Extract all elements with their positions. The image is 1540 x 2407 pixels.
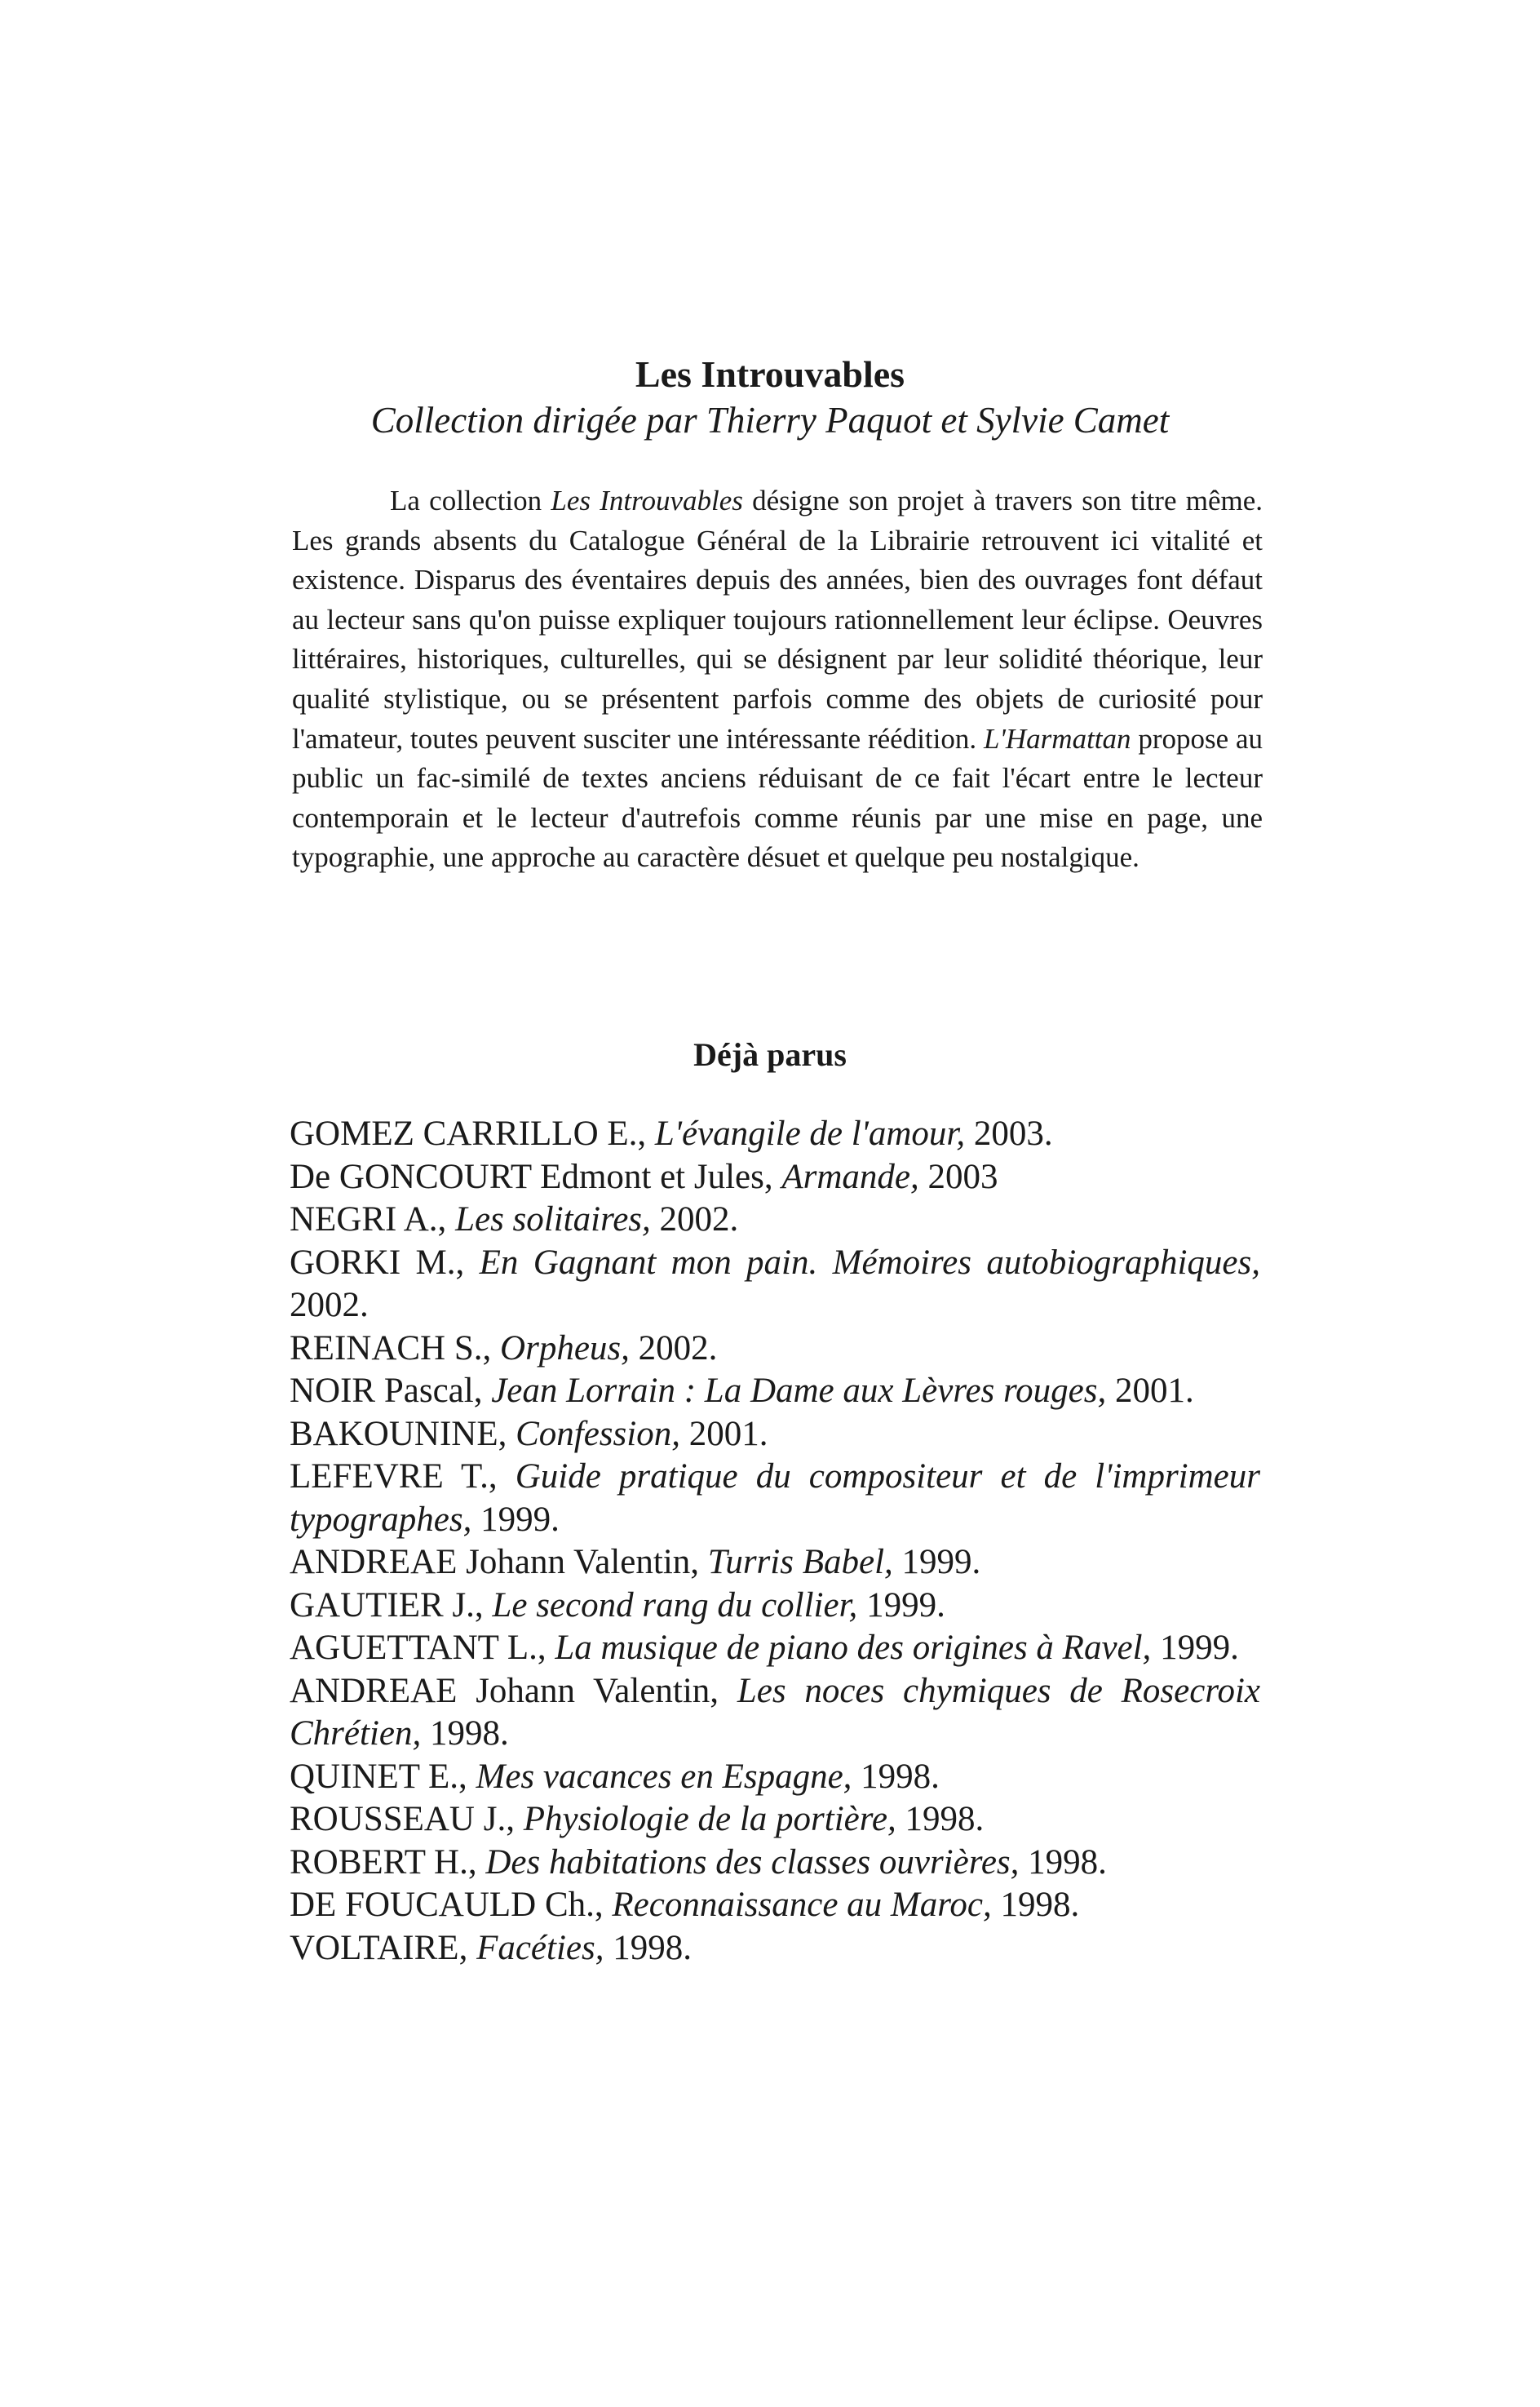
book-author: ROUSSEAU J., (290, 1800, 524, 1838)
book-title: Les noces chymiques de Rosecroix Chrétien, (290, 1671, 1260, 1753)
book-author: REINACH S., (290, 1328, 501, 1368)
book-author: ANDREAE Johann Valentin, (290, 1671, 737, 1710)
book-entry (290, 1370, 1260, 1413)
book-author: ANDREAE Johann Valentin, (290, 1543, 708, 1581)
book-entry (290, 1541, 1260, 1585)
book-entry (290, 1456, 1260, 1541)
book-entry (290, 1199, 1260, 1242)
intro-middle: désigne son projet à travers son titre même. Les grands absents du Catalogue Général de la Librairie retrouvent ici vitalité et existence. Disparus des éventaires depuis des années, bien des ouvrages font défaut au lecteur sans qu'on puisse expliquer toujours rationnellement leur éclipse. Oeuvres littéraires, historiques, culturelles, qui se désignent par leur solidité théorique, leur qualité stylistique, ou se présentent parfois comme des objets de curiosité pour l'amateur, toutes peuvent susciter une intéressante réédition. (292, 485, 1263, 755)
book-list (290, 1113, 1260, 1970)
book-title: La musique de piano des origines à Ravel, (555, 1629, 1152, 1667)
book-entry (290, 1156, 1260, 1199)
book-title: Armande, (781, 1157, 919, 1196)
book-year: 2001. (1106, 1372, 1194, 1410)
book-year: 1998. (1019, 1842, 1107, 1882)
book-title: Facéties, (476, 1928, 604, 1967)
book-author: QUINET E., (290, 1757, 476, 1796)
book-author: VOLTAIRE, (290, 1928, 477, 1967)
book-year: 2002. (629, 1328, 718, 1368)
book-title: Orpheus, (500, 1328, 630, 1368)
intro-end: propose au public un fac-similé de textes anciens réduisant de ce fait l'écart entre le lecteur contemporain et le lecteur d'autrefois comme réunis par une mise en page, une typographie, une approche au caractère désuet et quelque peu nostalgique. (292, 722, 1263, 874)
book-entry (290, 1328, 1260, 1371)
book-year: 1998. (421, 1714, 509, 1753)
book-entry (290, 1756, 1260, 1799)
book-year: 2001. (679, 1414, 768, 1453)
book-title: L'évangile de l'amour, (654, 1115, 966, 1153)
book-year: 2002. (290, 1286, 369, 1324)
book-entry (290, 1927, 1260, 1970)
book-entry (290, 1627, 1260, 1670)
book-title: Physiologie de la portière, (523, 1800, 896, 1838)
book-author: BAKOUNINE, (290, 1414, 516, 1453)
book-entry (290, 1798, 1260, 1842)
book-author: NOIR Pascal, (290, 1372, 492, 1410)
book-year: 1998. (604, 1928, 692, 1967)
book-author: ROBERT H., (290, 1842, 486, 1882)
book-author: GORKI M., (290, 1243, 480, 1282)
collection-subtitle: Collection dirigée par Thierry Paquot et Sylvie Camet (370, 400, 1170, 441)
book-entry (290, 1113, 1260, 1156)
book-author: GAUTIER J., (290, 1585, 493, 1625)
book-year: 1999. (892, 1543, 981, 1581)
book-year: 1999. (471, 1500, 560, 1539)
book-author: DE FOUCAULD Ch., (290, 1886, 613, 1924)
book-title: Jean Lorrain : La Dame aux Lèvres rouges, (491, 1372, 1107, 1410)
book-year: 1999. (857, 1585, 945, 1625)
book-entry (290, 1842, 1260, 1885)
intro-start: La collection (390, 485, 551, 516)
book-year: 1998. (991, 1886, 1080, 1924)
book-entry (290, 1884, 1260, 1927)
book-title: En Gagnant mon pain. Mémoires autobiographiques, (479, 1243, 1260, 1282)
book-author: GOMEZ CARRILLO E., (290, 1115, 655, 1153)
book-title: Guide pratique du compositeur et de l'imprimeur typographes, (290, 1457, 1261, 1539)
book-title: Les solitaires, (455, 1200, 651, 1239)
book-entry (290, 1242, 1260, 1328)
book-entry (290, 1670, 1260, 1756)
book-title: Des habitations des classes ouvrières, (485, 1842, 1020, 1882)
book-title: Le second rang du collier, (492, 1585, 858, 1625)
book-year: 1998. (852, 1757, 940, 1796)
section-title: Déjà parus (693, 1036, 847, 1073)
book-title: Mes vacances en Espagne, (476, 1757, 852, 1796)
book-title: Confession, (516, 1414, 680, 1453)
book-author: NEGRI A., (290, 1200, 456, 1239)
intro-paragraph (292, 481, 1263, 878)
collection-title: Les Introuvables (635, 353, 905, 395)
book-author: De GONCOURT Edmont et Jules, (290, 1157, 782, 1196)
book-title: Reconnaissance au Maroc, (612, 1886, 992, 1924)
book-year: 1999. (1151, 1629, 1239, 1667)
book-author: LEFEVRE T., (290, 1457, 516, 1496)
book-year: 2002. (650, 1200, 739, 1239)
intro-text (292, 481, 1263, 878)
book-author: AGUETTANT L., (290, 1629, 555, 1667)
intro-publisher-name: L'Harmattan (983, 722, 1131, 755)
book-year: 2003 (918, 1157, 998, 1196)
book-title: Turris Babel, (707, 1543, 893, 1581)
book-entry (290, 1413, 1260, 1456)
book-year: 2003. (965, 1115, 1053, 1153)
intro-collection-name: Les Introuvables (551, 485, 743, 516)
book-entry (290, 1585, 1260, 1628)
book-year: 1998. (896, 1800, 985, 1838)
